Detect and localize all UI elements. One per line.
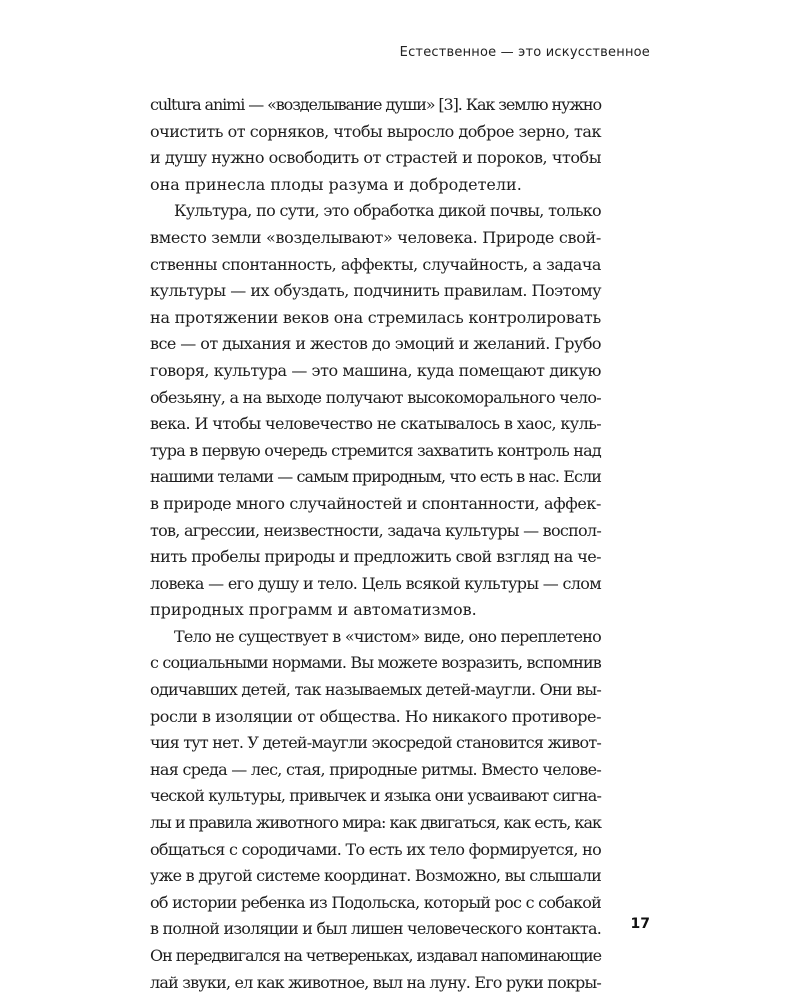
- paragraph-1: [150, 92, 601, 198]
- text-line: уже в другой системе координат. Возможно, вы слышали: [150, 866, 602, 886]
- text-line: на протяжении веков она стремилась контролировать: [150, 307, 602, 327]
- text-line: Он передвигался на четвереньках, издавал напоминающие: [150, 946, 601, 965]
- text-line: нашими телами — самым природным, что есть в нас. Если: [150, 467, 602, 487]
- text-line: в природе много случайностей и спонтанности, аффек-: [150, 493, 602, 513]
- text-line: с социальными нормами. Вы можете возразить, вспомнив: [150, 653, 601, 673]
- text-line: тура в первую очередь стремится захватить контроль над: [150, 440, 602, 460]
- text-line: лы и правила животного мира: как двигаться, как есть, как: [150, 813, 601, 833]
- text-line: природных программ и автоматизмов.: [150, 600, 477, 620]
- paragraph-3: [150, 624, 601, 996]
- text-line: одичавших детей, так называемых детей-маугли. Они вы-: [150, 680, 602, 700]
- text-line: культуры — их обуздать, подчинить правилам. Поэтому: [150, 281, 602, 301]
- text-line: говоря, культура — это машина, куда помещают дикую: [150, 360, 601, 380]
- text-line: обезьяну, а на выходе получают высокоморального чело-: [150, 387, 601, 407]
- text-line: она принесла плоды разума и добродетели.: [150, 174, 522, 194]
- page-number: 17: [630, 916, 650, 932]
- text-line: тов, агрессии, неизвестности, задача культуры — воспол-: [150, 520, 601, 540]
- running-head: Естественное — это искусственное: [399, 45, 650, 60]
- paragraph-2: [150, 198, 601, 624]
- text-line: об истории ребенка из Подольска, который рос с собакой: [150, 892, 602, 912]
- text-line: ческой культуры, привычек и языка они усваивают сигна-: [150, 786, 601, 806]
- text-line: чия тут нет. У детей-маугли экосредой становится живот-: [150, 733, 601, 753]
- text-line: росли в изоляции от общества. Но никакого противоре-: [150, 706, 602, 726]
- text-line: ственны спонтанность, аффекты, случайность, а задача: [150, 254, 601, 274]
- text-line: общаться с сородичами. То есть их тело формируется, но: [150, 839, 601, 859]
- text-line: в полной изоляции и был лишен человеческого контакта.: [150, 919, 601, 939]
- text-line: вместо земли «возделывают» человека. Природе свой-: [150, 227, 601, 247]
- text-line: лай звуки, ел как животное, выл на луну. Его руки покры-: [150, 972, 601, 992]
- text-line: ная среда — лес, стая, природные ритмы. Вместо челове-: [150, 759, 601, 779]
- text-line: нить пробелы природы и предложить свой взгляд на че-: [150, 547, 602, 567]
- text-line: века. И чтобы человечество не скатывалось в хаос, куль-: [150, 414, 602, 434]
- text-line: Культура, по сути, это обработка дикой почвы, только: [174, 201, 601, 221]
- text-line: все — от дыхания и жестов до эмоций и желаний. Грубо: [150, 334, 601, 354]
- body-text: [150, 92, 601, 996]
- text-line: очистить от сорняков, чтобы выросло доброе зерно, так: [150, 121, 601, 141]
- text-line: ловека — его душу и тело. Цель всякой культуры — слом: [150, 573, 601, 593]
- text-line: и душу нужно освободить от страстей и пороков, чтобы: [150, 148, 601, 168]
- text-line: Тело не существует в «чистом» виде, оно переплетено: [174, 626, 601, 646]
- text-line: cultura animi — «возделывание души» [3]. Как землю нужно: [150, 95, 602, 114]
